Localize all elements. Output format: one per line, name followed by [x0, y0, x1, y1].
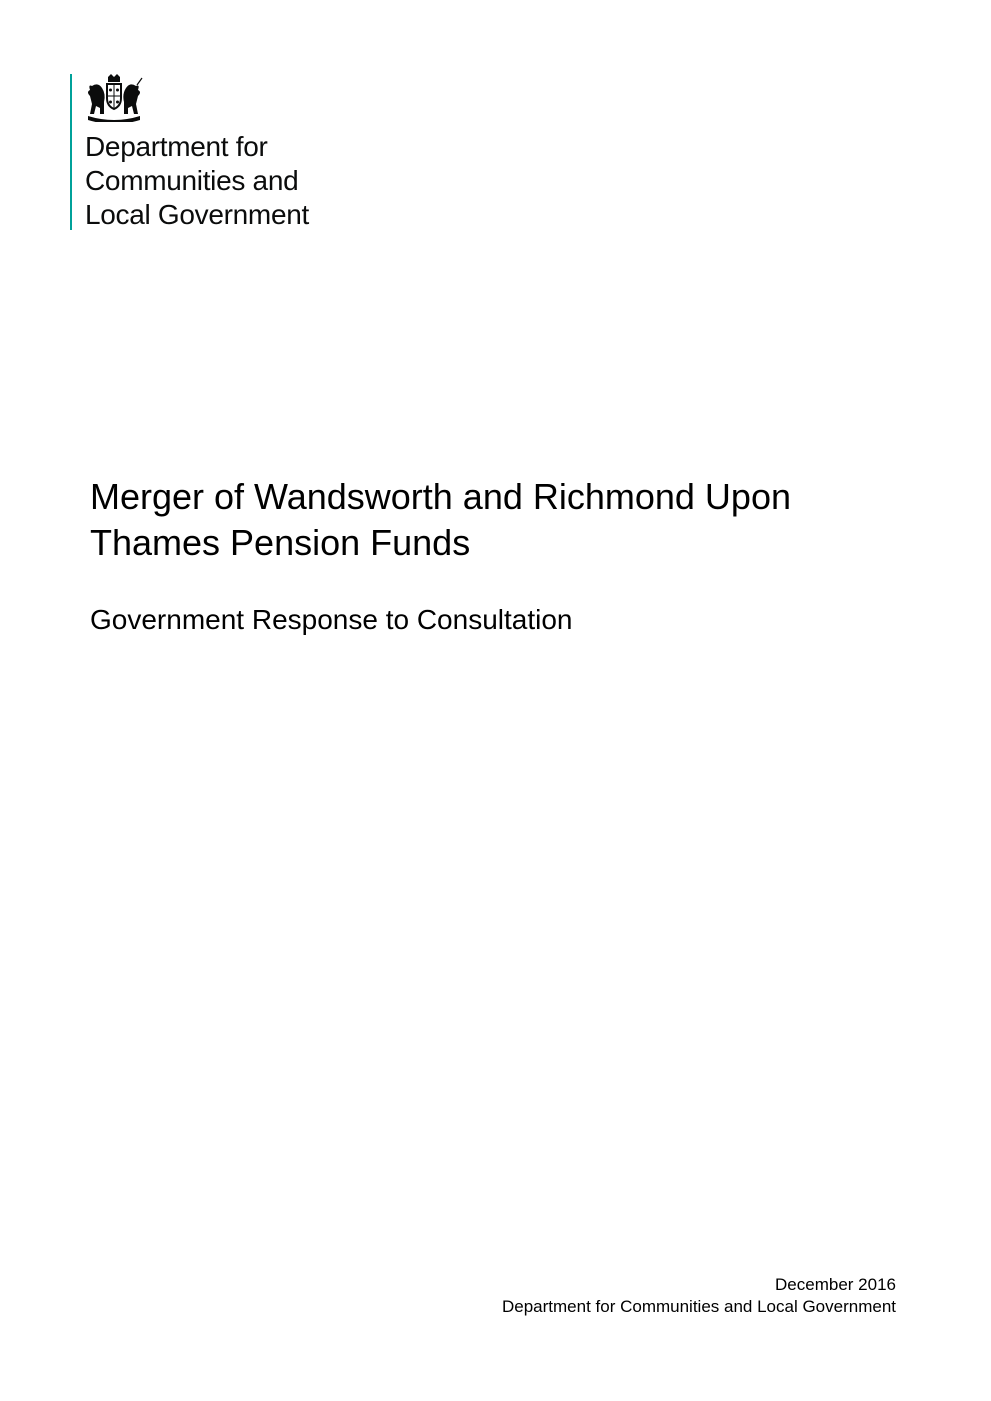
document-title: [90, 474, 930, 566]
department-name-line: Communities and: [85, 165, 299, 196]
department-name-line: Local Government: [85, 199, 309, 230]
document-title-line: Thames Pension Funds: [90, 522, 471, 563]
publisher-name: Department for Communities and Local Government: [501, 1297, 896, 1316]
royal-coat-of-arms-icon: [84, 74, 144, 122]
document-subtitle: Government Response to Consultation: [90, 604, 573, 635]
document-title-line: Merger of Wandsworth and Richmond Upon: [90, 476, 791, 517]
department-name: [85, 130, 309, 232]
document-footer: [502, 1274, 896, 1318]
department-logo: [70, 74, 390, 230]
publication-date: December 2016: [775, 1275, 896, 1294]
department-name-line: Department for: [85, 131, 268, 162]
logo-accent-rule: [70, 74, 72, 230]
